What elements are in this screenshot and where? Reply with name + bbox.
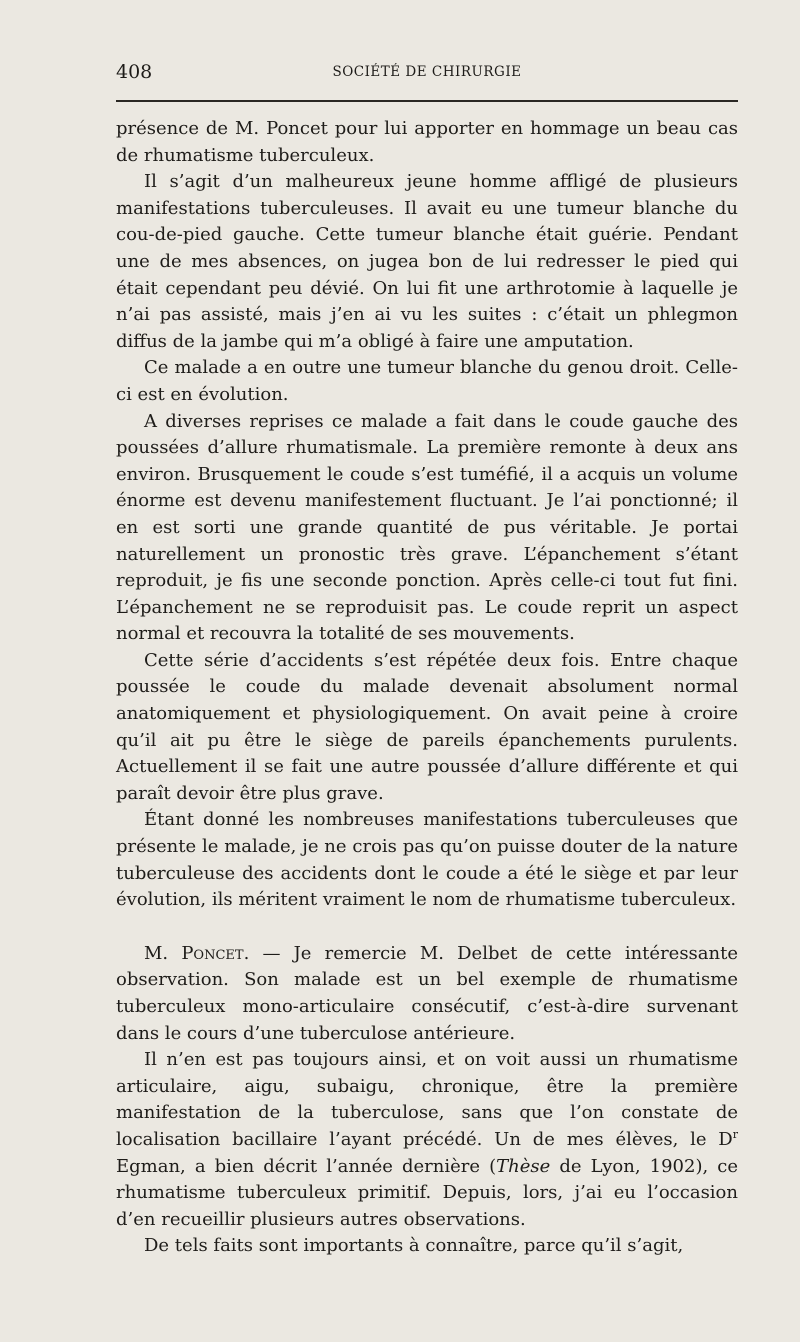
- italic-title: Thèse: [496, 1155, 551, 1177]
- paragraph: Étant donné les nombreuses manifestations tuberculeuses que présente le malade, je ne crois pas qu’on puisse douter de la nature tuberculeuse des accidents dont le coude a été le siège et par leur évolution, ils méritent vraiment le nom de rhumatisme tuberculeux.: [116, 809, 738, 911]
- header-rule: [116, 100, 738, 102]
- page-number: 408: [116, 61, 153, 83]
- speaker-name: Poncet: [181, 942, 244, 964]
- page-header: [116, 61, 738, 85]
- text-run: de Lyon, 1902), ce rhumatisme tuberculeux primitif. Depuis, lors, j’ai eu l’occasion d’en recueillir plusieurs autres observations.: [116, 1155, 738, 1230]
- text-run: Egman, a bien décrit l’année dernière (: [116, 1155, 497, 1177]
- superscript: r: [732, 1127, 738, 1141]
- text-run: Il n’en est pas toujours ainsi, et on voit aussi un rhumatisme articulaire, aigu, subaigu, chronique, être la première manifestation de la tuberculose, sans que l’on constate de localisation bacillaire l’ayant précédé. Un de mes élèves, le D: [116, 1049, 738, 1150]
- paragraph: De tels faits sont importants à connaître, parce qu’il s’agit,: [144, 1235, 684, 1257]
- paragraph: présence de M. Poncet pour lui apporter en hommage un beau cas de rhumatisme tuberculeux.: [116, 118, 738, 166]
- paragraph: [116, 1047, 738, 1233]
- speech-text: . — Je remercie M. Delbet de cette intéressante observation. Son malade est un bel exemple de rhumatisme tuberculeux mono-articulaire consécutif, c’est-à-dire survenant dans le cours d’une tuberculose antérieure.: [116, 942, 739, 1044]
- running-head: SOCIÉTÉ DE CHIRURGIE: [332, 64, 522, 80]
- speaker-prefix: M.: [144, 942, 182, 964]
- paragraph: Ce malade a en outre une tumeur blanche du genou droit. Celle-ci est en évolution.: [116, 357, 738, 405]
- body-text: [116, 116, 738, 1260]
- paragraph: Il s’agit d’un malheureux jeune homme affligé de plusieurs manifestations tuberculeuses. Il avait eu une tumeur blanche du cou-de-pied gauche. Cette tumeur blanche était guérie. Pendant une de mes absences, on jugea bon de lui redresser le pied qui était cependant peu dévié. On lui fit une arthrotomie à laquelle je n’ai pas assisté, mais j’en ai vu les suites : c’était un phlegmon diffus de la jambe qui m’a obligé à faire une amputation.: [116, 171, 738, 352]
- paragraph: A diverses reprises ce malade a fait dans le coude gauche des poussées d’allure rhumatismale. La première remonte à deux ans environ. Brusquement le coude s’est tuméfié, il a acquis un volume énorme est devenu manifestement fluctuant. Je l’ai ponctionné; il en est sorti une grande quantité de pus véritable. Je portai naturellement un pronostic très grave. L’épanchement s’étant reproduit, je fis une seconde ponction. Après celle-ci tout fut fini. L’épanchement ne se reproduisit pas. Le coude reprit un aspect normal et recouvra la totalité de ses mouvements.: [116, 410, 738, 645]
- paragraph: Cette série d’accidents s’est répétée deux fois. Entre chaque poussée le coude du malade devenait absolument normal anatomiquement et physiologiquement. On avait peine à croire qu’il ait pu être le siège de pareils épanchements purulents. Actuellement il se fait une autre poussée d’allure différente et qui paraît devoir être plus grave.: [116, 649, 738, 804]
- speech-paragraph: [116, 941, 738, 1047]
